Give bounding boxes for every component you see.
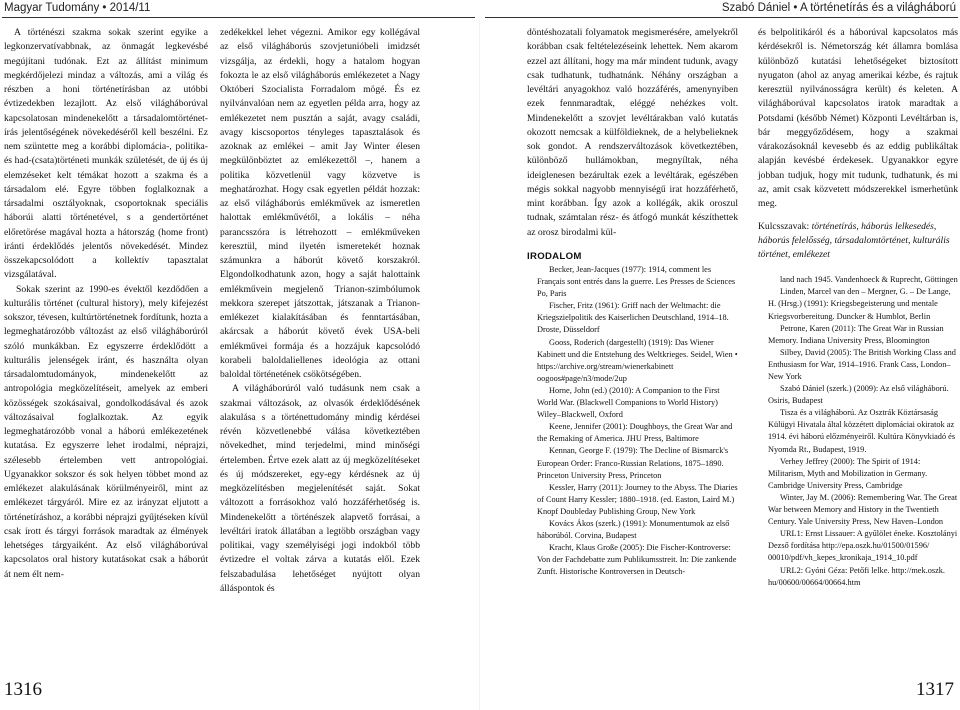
reference-item: Keene, Jennifer (2001): Doughboys, the Great War and the Remaking of America. JHU Press, Baltimore bbox=[537, 422, 733, 444]
text-column-4 bbox=[758, 26, 958, 589]
reference-item: Szabó Dániel (szerk.) (2009): Az első világháború. Osiris, Budapest bbox=[768, 384, 949, 406]
reference-item: land nach 1945. Vandenhoeck & Ruprecht, Göttingen bbox=[780, 275, 958, 285]
reference-item: Linden, Marcel van den – Mergner, G. – De Lange, H. (Hrsg.) (1991): Kriegsbegeisterung und mentale Kriegsvorbereitung. Duncker & Humblot, Berlin bbox=[768, 287, 951, 321]
reference-item: Kennan, George F. (1979): The Decline of Bismarck's European Order: Franco-Russian Relations, 1875–1890. Princeton University Press, Princeton bbox=[537, 446, 729, 480]
reference-item: Petrone, Karen (2011): The Great War in Russian Memory. Indiana University Press, Bloomington bbox=[768, 323, 944, 345]
reference-item: Silbey, David (2005): The British Working Class and Enthusiasm for War, 1914–1916. Frank Cass, London–New York bbox=[768, 347, 956, 381]
text-column-2 bbox=[220, 26, 420, 596]
references-heading: IRODALOM bbox=[527, 250, 582, 262]
page-spine bbox=[479, 20, 480, 710]
text-column-1 bbox=[4, 26, 208, 582]
text-column-3 bbox=[527, 26, 738, 578]
header-rule-right bbox=[485, 17, 958, 18]
header-rule-left bbox=[2, 17, 475, 18]
page-number-right: 1317 bbox=[916, 679, 954, 700]
reference-item: Verhey Jeffrey (2000): The Spirit of 1914: Militarism, Myth and Mobilization in Germany. Cambridge University Press, Cambridge bbox=[768, 456, 928, 490]
paragraph: A világháborúról való tudásunk nem csak a szakmai változások, az olvasók érdeklődésének alakulása s a történettudomány mindig kérdései révén közvetlenebbé válása következtében növekedhet, mind terjedelmi, mind minőségi értelemben. Értve ezek alatt az új megközelítéseket és új módszereket, egy-egy kérdésnek az új megközelítésben megjelenítését saját. Sokat változott a forrásokhoz való hozzáférhetőség is. Mindenekelőtt a történészek alapvető forrásai, a levéltári iratok állatában a legtöbb országban vagy politikai, vagy személyiségi jogi indokból több évtizedre el voltak zárva a kutatás elől. Ezek felszabadulása lehetőséget nyújtott olyan álláspontok és bbox=[220, 383, 420, 594]
running-header-right: Szabó Dániel • A történetírás és a világháború bbox=[721, 2, 956, 14]
paragraph: döntéshozatali folyamatok megismerésére, amelyekről korábban csak feltételezéseink lehettek. Nem akarom ezzel azt állítani, hogy ma már mindent tudunk, avagy csak tudhatunk, tudhatnánk. Néhány országban a levéltári anyagokhoz való hozzáférés, amenynyiben ezek fennmaradtak, eléggé nehézkes volt. Mindenekelőtt a szovjet levéltárakban való kutatás okozott nemcsak a külföldieknek, de a helybelieknek sok gondot. A rendszerváltozások következtében, különböző hullámokban, megnyíltak, néha ideiglenesen bezárultak ezek a levéltárak, egészében mégis sokkal nagyobb mennyiségű irat hozzáférhető, mint korábban. Így azok a kollégák, akik oroszul tudnak, számtalan rész- és átfogó munkát készíthettek az orosz birodalmi kül- bbox=[527, 27, 738, 238]
running-header-left: Magyar Tudomány • 2014/11 bbox=[4, 2, 151, 14]
paragraph: Sokak szerint az 1990-es évektől kezdődően a kulturális történet (cultural history), mely kifejezést sokszor, tévesen, kultúrtörténetnek fordítunk, hozta a legmeghatározóbb változást az első világháborúról szóló munkákban. Ez egyszerre érdeklődött a kulturális jelenségek iránt, és használta olyan társadalomtudományok, mindenekelőtt az antropológia megközelítéseit, amelyek az emberi közösségek szokásaival, gondolkodásával és azok változásaival foglalkoztak. Az egyik legmeghatározóbb vonal a háború emlékezetének kutatása. Ez egyszerre lehet irodalmi, néprajzi, szélesebb értelemben vett antropológiai. Ugyanakkor sokszor és sok helyen többet mond az emlékezet alakulásának körülményeiről, mint az emlékezet tárgyáról. Mire ez az irányzat eljutott a történetíráshoz, a korábbi néprajzi gyűjtéseken kívül csak írott és tárgyi források maradtak az élmények lehetséges tárgyaiként. Az első világháborúval kapcsolatos oral history kutatásokat csak a háborút át nem élt nem- bbox=[4, 283, 208, 580]
page-number-left: 1316 bbox=[4, 679, 42, 700]
reference-item: URL2: Gyóni Géza: Petőfi lelke. http://mek.oszk. hu/00600/00664/00664.htm bbox=[768, 565, 945, 587]
paragraph: és belpolitikáról és a háborúval kapcsolatos más kérdésekről is. Németország két államra bomlása különböző kutatási lehetőségeket biztosított nyugaton (ahol az anyag amerikai kézbe, és rajtuk keresztül nyilvánosságra került) és keleten. A világháborúval kapcsolatos iratok maradtak a Potsdami (később Német) Központi Levéltárban is, bár meggyőződésem, hogy a szakmai várakozásoknál kevesebb és az eddig publikáltak alapján kevésbé érdekesek. Ugyanakkor egyre jobban tudjuk, hogy mit tudunk, tudhatunk, és mi az, amit csak közvetett módszerekkel ismerhetünk meg. bbox=[758, 27, 958, 209]
keywords-label: Kulcsszavak: bbox=[758, 221, 810, 233]
reference-item: Fischer, Fritz (1961): Griff nach der Weltmacht: die Kriegszielpolitik des Kaiserlichen Deutschland, 1914–18. Droste, Düsseldorf bbox=[537, 301, 729, 335]
keywords-text: történetírás, háborús lelkesedés, háborús felelősség, társadalomtörténet, kulturális történet, emlékezet bbox=[758, 221, 950, 261]
keywords bbox=[758, 220, 958, 262]
reference-item: Gooss, Roderich (dargestellt) (1919): Das Wiener Kabinett und die Entstehung des Weltkrieges. Seidel, Wien • https://archive.org/stream/wienerkabinett oogoos#page/n3/mode/2up bbox=[537, 337, 738, 383]
references-list-continued bbox=[758, 274, 958, 588]
paragraph: zedékekkel lehet végezni. Amikor egy kollégával az első világháborús szovjetunióbeli imidzsét vizsgálja, az érdekli, hogy a hatalom hogyan fokozta le az első világháborús emlékezetet a Nagy Októberi Szocialista Forradalom mögé. És ez nyilvánvalóan nem az egyetlen példa arra, hogy az emlékezetet nem pusztán a saját, avagy családi, avagy kiscsoportos tényleges tapasztalások és azoknak az emlékei – amit Jay Winter élesen megkülönböztet az emlékezettől –, hanem a politika közvetlenül vagy közvetve is meghatározhat. Hogy csak egyetlen példát hozzak: az első világháborús emlékművek az ismeretlen halottak emlékművétől, a lokális – néha parancsszóra is létrehozott – emlékműveken keresztül, mind ilyetén ismeretekét hoznak számunkra a háborút követő korszakról. Elgondolkodhatunk azon, hogy a saját halottaink emlékművein megjelenő Trianon-szimbólumok mekkora szerepet játszottak, játszanak a Trianon-emlékezet kialakításában és fenntartásában, akárcsak a háborút követő évek USA-beli emlékművei formája és a hozzájuk kapcsolódó korabeli baloldaliellenes ideológia az ottani baloldal történetének csökötségében. bbox=[220, 27, 420, 380]
reference-item: URL1: Ernst Lissauer: A gyűlölet éneke. Kosztolányi Dezső fordítása http://epa.oszk.hu/01500/01596/ 00010/pdf/vh_kepes_kronikaja_1914_10.pdf bbox=[768, 529, 958, 563]
references-list bbox=[527, 264, 738, 578]
reference-item: Horne, John (ed.) (2010): A Companion to the First World War. (Blackwell Companions to World History) Wiley–Blackwell, Oxford bbox=[537, 385, 720, 420]
reference-item: Kessler, Harry (2011): Journey to the Abyss. The Diaries of Count Harry Kessler; 1880–1918. (ed. Easton, Laird M.) Knopf Doubleday Publishing Group, New York bbox=[537, 482, 738, 516]
reference-item: Tisza és a világháború. Az Osztrák Köztársaság Külügyi Hivatala által közzétett diplomáciai okiratok az 1914. évi háború előzményeiről. Kultúra Könyvkiadó és Nyomda Rt., Budapest, 1919. bbox=[768, 408, 956, 454]
reference-item: Kovács Ákos (szerk.) (1991): Monumentumok az első háborúból. Corvina, Budapest bbox=[537, 518, 730, 541]
paragraph: A történészi szakma sokak szerint egyike a legkonzervatívabbnak, az önmagát legkevésbé megújítani tudónak. Ezt az állítást minimum megkérdőjelezi mindaz a változás, ami a világ és részben a honi történetírásban az utóbbi évtizedekben lezajlott. Az első világháborúval kapcsolatosan mindenekelőtt a társadalomtörténet-írás jelentőségének növekedéséről kell beszélni. Ez nem szüntette meg a korábbi diplomácia-, politika- és had-(csata)történeti munkák születését, de új és új elemzéseket kelt témákat hozott a szakma és a társadalom elé. Egyre többen foglalkoznak a társadalmi osztályoknak, csoportoknak speciális háborúi alatti történetével, s a gendertörténet előretörése magával hozta a hátország (home front) iránti érdeklődés jelentős növekedését. Mindez összekapcsolódott a kollektív tapasztalat vizsgálatával. bbox=[4, 27, 208, 281]
reference-item: Winter, Jay M. (2006): Remembering War. The Great War between Memory and History in the Twentieth Century. Yale University Press, New Haven–London bbox=[768, 492, 958, 527]
reference-item: Kracht, Klaus Große (2005): Die Fischer-Kontroverse: Von der Fachdebatte zum Publikumsstreit. In: Die zankende Zunft. Historische Kontroversen in Deutsch- bbox=[537, 543, 737, 577]
reference-item: Becker, Jean-Jacques (1977): 1914, comment les Français sont entrés dans la guerre. Les Presses de Sciences Po, Paris bbox=[537, 265, 736, 299]
